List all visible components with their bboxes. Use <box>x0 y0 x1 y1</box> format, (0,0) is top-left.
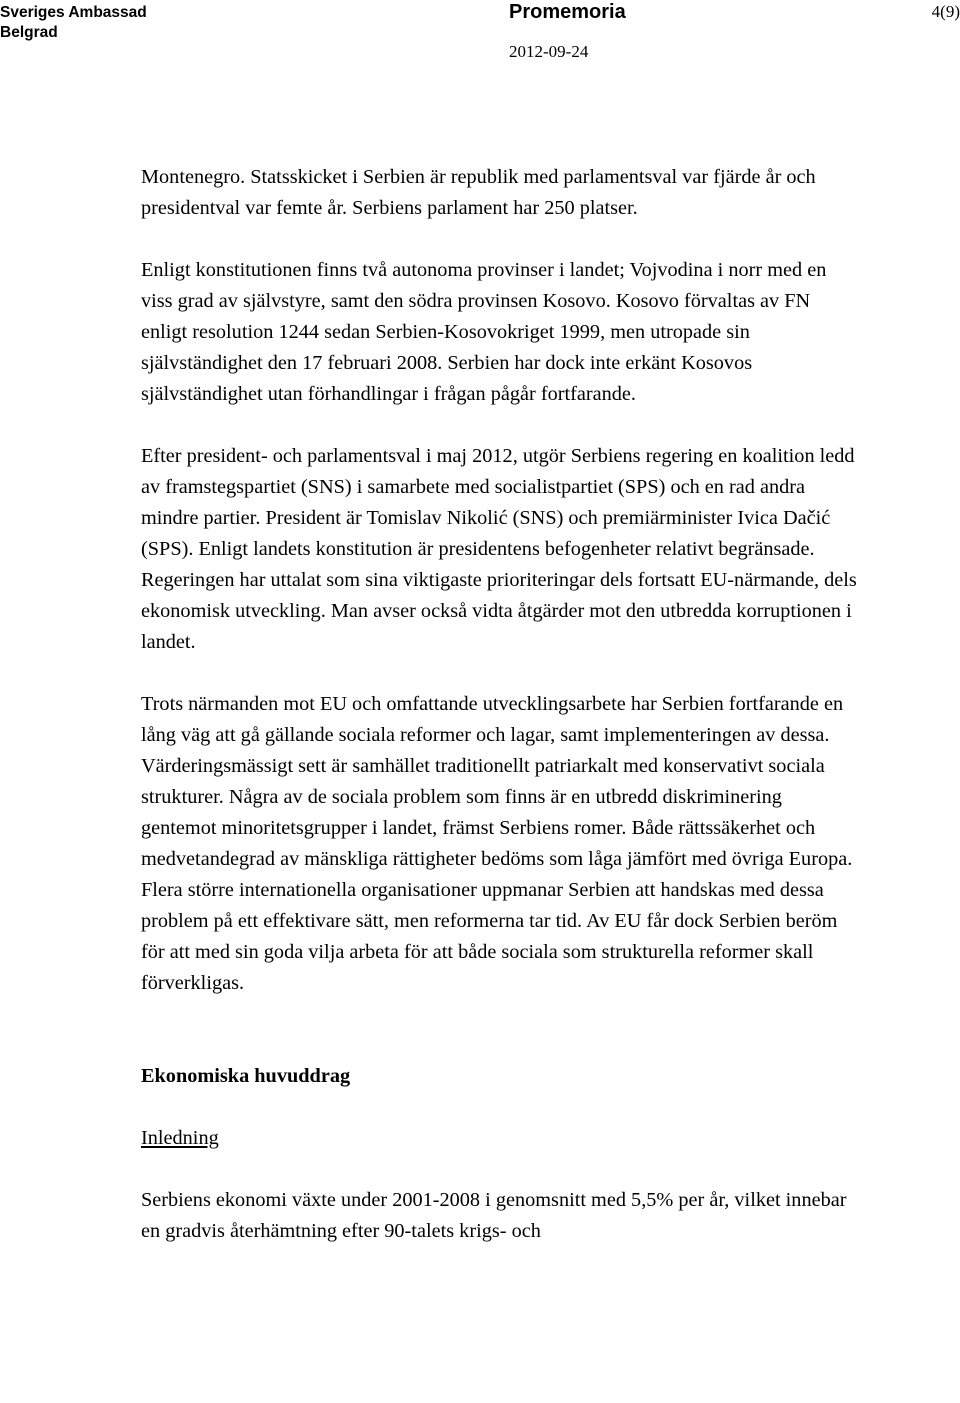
section-heading: Ekonomiska huvuddrag <box>141 1065 351 1087</box>
document-body <box>141 162 861 1247</box>
paragraph-economy: Serbiens ekonomi växte under 2001-2008 i genomsnitt med 5,5% per år, vilket innebar en gradvis återhämtning efter 90-talets krigs- och <box>141 1189 847 1242</box>
paragraph-provinces: Enligt konstitutionen finns två autonoma provinser i landet; Vojvodina i norr med en viss grad av självstyre, samt den södra provinsen Kosovo. Kosovo förvaltas av FN enligt resolution 1244 sedan Serbien-Kosovokriget 1999, men utropade sin självständighet den 17 februari 2008. Serbien har dock inte erkänt Kosovos självständighet utan förhandlingar i frågan pågår fortfarande. <box>141 259 827 405</box>
header-organization: Sveriges Ambassad <box>0 4 147 21</box>
header-page-number: 4(9) <box>931 2 960 21</box>
header-city: Belgrad <box>0 24 58 41</box>
paragraph-government: Efter president- och parlamentsval i maj 2012, utgör Serbiens regering en koalition ledd av framstegspartiet (SNS) i samarbete med socialistpartiet (SPS) och en rad andra mindre partier. President är Tomislav Nikolić (SNS) och premiärminister Ivica Dačić (SPS). Enligt landets konstitution är presidentens befogenheter relativt begränsade. Regeringen har uttalat som sina viktigaste prioriteringar dels fortsatt EU-närmande, dels ekonomisk utveckling. Man avser också vidta åtgärder mot den utbredda korruptionen i landet. <box>141 445 857 653</box>
paragraph-social-reforms: Trots närmanden mot EU och omfattande utvecklingsarbete har Serbien fortfarande en lång väg att gå gällande sociala reformer och lagar, samt implementeringen av dessa. Värderingsmässigt sett är samhället traditionellt patriarkalt med konservativt sociala strukturer. Några av de sociala problem som finns är en utbredd diskriminering gentemot minoritetsgrupper i landet, främst Serbiens romer. Både rättssäkerhet och medvetandegrad av mänskliga rättigheter bedöms som låga jämfört med övriga Europa. Flera större internationella organisationer uppmanar Serbien att handskas med dessa problem på ett effektivare sätt, men reformerna tar tid. Av EU får dock Serbien beröm för att med sin goda vilja arbeta för att både sociala som strukturella reformer skall förverkligas. <box>141 693 853 994</box>
header-date: 2012-09-24 <box>509 42 589 61</box>
header-doc-type: Promemoria <box>509 1 626 23</box>
sub-heading: Inledning <box>141 1127 219 1149</box>
paragraph-constitution: Montenegro. Statsskicket i Serbien är republik med parlamentsval var fjärde år och presidentval var femte år. Serbiens parlament har 250 platser. <box>141 166 816 219</box>
